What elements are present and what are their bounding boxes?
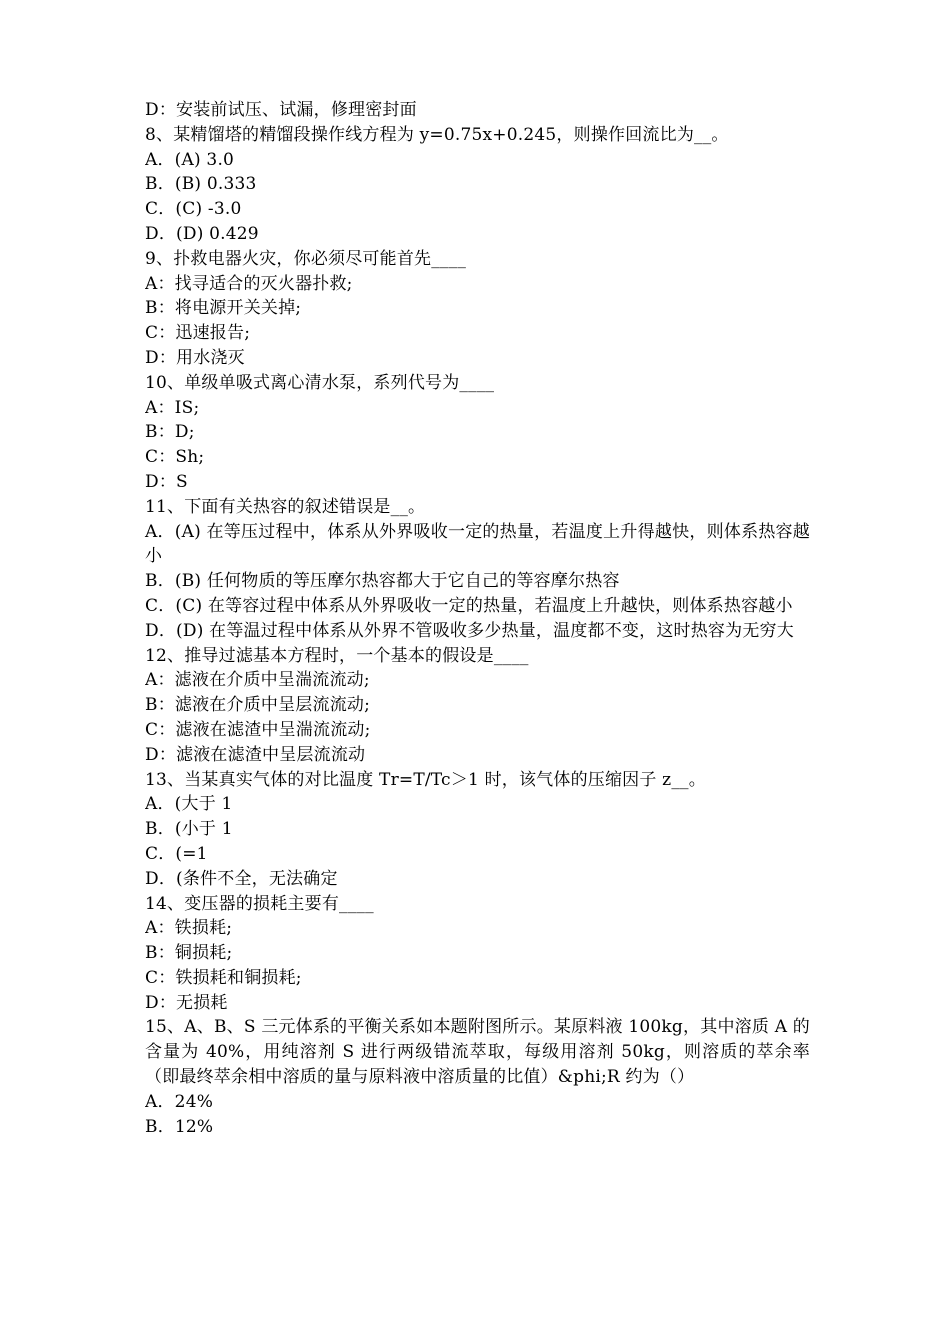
question-13: 13、当某真实气体的对比温度 Tr=T/Tc＞1 时，该气体的压缩因子 z__。: [145, 769, 706, 790]
answer-option: B．(B) 0.333: [145, 174, 257, 195]
answer-option: B．(B) 任何物质的等压摩尔热容都大于它自己的等容摩尔热容: [145, 571, 620, 592]
answer-option: A．(A) 在等压过程中，体系从外界吸收一定的热量，若温度上升得越快，则体系热容越小: [145, 521, 810, 567]
answer-option: A．(A) 3.0: [145, 149, 235, 170]
answer-option: A：IS;: [145, 397, 200, 418]
answer-option: A．24%: [145, 1091, 214, 1112]
answer-option: C：滤液在滤渣中呈湍流流动;: [145, 719, 371, 740]
question-14: 14、变压器的损耗主要有____: [145, 893, 374, 914]
answer-option: B：铜损耗;: [145, 943, 233, 964]
answer-option: C：Sh;: [145, 447, 205, 468]
document-body: [145, 98, 810, 1139]
answer-option: D：用水浇灭: [145, 347, 245, 368]
answer-option: C．(C) -3.0: [145, 199, 242, 220]
answer-option: D．(D) 0.429: [145, 223, 259, 244]
answer-option: B．(小于 1: [145, 819, 233, 840]
answer-option: B．12%: [145, 1116, 214, 1137]
answer-option: C．(=1: [145, 843, 208, 864]
answer-option: A：铁损耗;: [145, 918, 233, 939]
answer-option: D：S: [145, 471, 188, 492]
answer-option: B：D;: [145, 422, 195, 443]
question-15: 15、A、B、S 三元体系的平衡关系如本题附图所示。某原料液 100kg，其中溶质 A 的含量为 40%，用纯溶剂 S 进行两级错流萃取，每级用溶剂 50kg，则溶质的萃余率（即最终萃余相中溶质的量与原料液中溶质量的比值）&phi;R 约为（）: [145, 1017, 810, 1088]
answer-option: D．(D) 在等温过程中体系从外界不管吸收多少热量，温度都不变，这时热容为无穷大: [145, 620, 794, 641]
question-9: 9、扑救电器火灾，你必须尽可能首先____: [145, 248, 467, 269]
answer-option: D：无损耗: [145, 992, 228, 1013]
answer-option: C．(C) 在等容过程中体系从外界吸收一定的热量，若温度上升越快，则体系热容越小: [145, 595, 793, 616]
answer-option: C：迅速报告;: [145, 323, 251, 344]
answer-option: A．(大于 1: [145, 794, 233, 815]
question-10: 10、单级单吸式离心清水泵，系列代号为____: [145, 372, 495, 393]
answer-option: B：将电源开关关掉;: [145, 298, 302, 319]
question-12: 12、推导过滤基本方程时，一个基本的假设是____: [145, 645, 529, 666]
answer-option: B：滤液在介质中呈层流流动;: [145, 695, 371, 716]
answer-option: C：铁损耗和铜损耗;: [145, 967, 302, 988]
answer-option: D：滤液在滤渣中呈层流流动: [145, 744, 366, 765]
answer-option: D．(条件不全，无法确定: [145, 868, 338, 889]
answer-option: A：滤液在介质中呈湍流流动;: [145, 670, 370, 691]
answer-option: D：安装前试压、试漏，修理密封面: [145, 100, 417, 120]
question-11: 11、下面有关热容的叙述错误是__。: [145, 496, 426, 517]
answer-option: A：找寻适合的灭火器扑救;: [145, 273, 353, 294]
question-8: 8、某精馏塔的精馏段操作线方程为 y=0.75x+0.245，则操作回流比为__。: [145, 124, 729, 145]
